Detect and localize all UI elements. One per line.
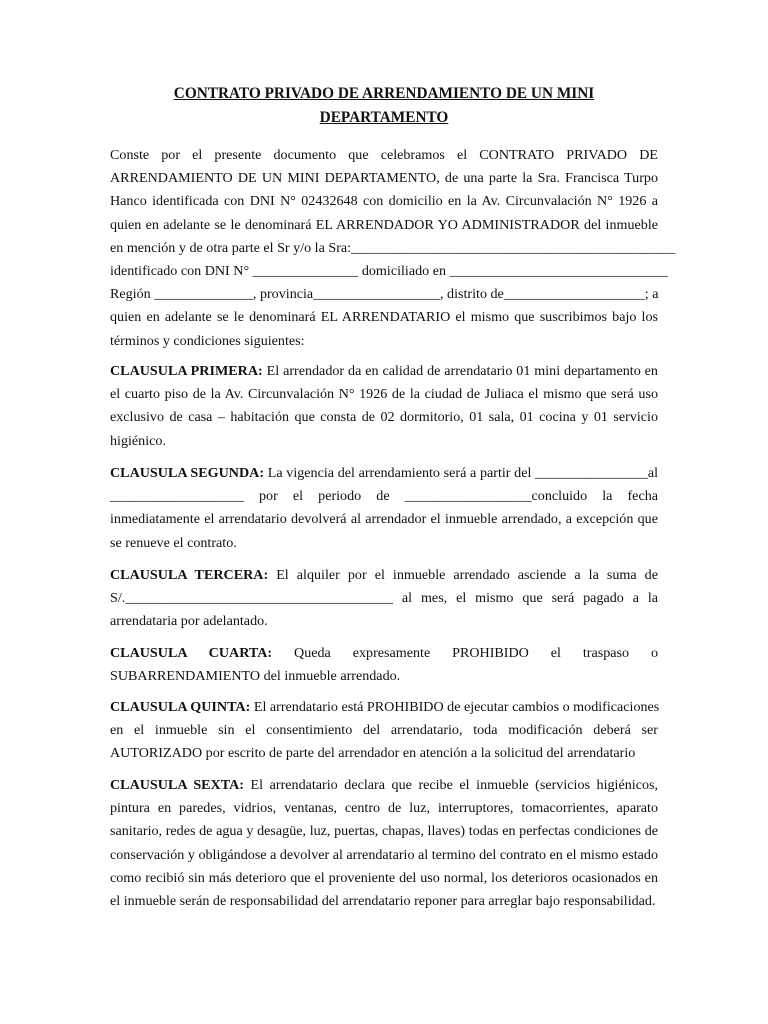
intro-line-2: ARRENDAMIENTO DE UN MINI DEPARTAMENTO, de una parte la Sra. Francisca Turpo bbox=[110, 170, 658, 187]
clause-segunda-heading: CLAUSULA SEGUNDA: bbox=[110, 465, 265, 481]
clause-tercera-line-3: arrendataria por adelantado. bbox=[110, 613, 268, 630]
clause-primera-line-2: el cuarto piso de la Av. Circunvalación N° 1926 de la ciudad de Juliaca el mismo que será uso bbox=[110, 386, 658, 403]
clause-sexta-line-3: sanitario, redes de agua y desagüe, luz, puertas, chapas, llaves) todas en perfectas condiciones de bbox=[110, 823, 658, 840]
clause-tercera bbox=[110, 564, 658, 634]
clause-primera-heading: CLAUSULA PRIMERA: bbox=[110, 363, 263, 379]
clause-segunda-line-2: ___________________ por el periodo de __________________concluido la fecha bbox=[110, 488, 658, 505]
intro-line-7: Región ______________, provincia__________________, distrito de____________________; a bbox=[110, 286, 659, 303]
clause-tercera-text-1: El alquiler por el inmueble arrendado asciende a la suma de bbox=[268, 567, 658, 583]
clause-cuarta-line-1 bbox=[110, 642, 658, 665]
clause-quinta-line-3: AUTORIZADO por escrito de parte del arrendador en atención a la solicitud del arrendatario bbox=[110, 745, 636, 762]
clause-cuarta-heading: CLAUSULA CUARTA: bbox=[110, 645, 273, 661]
clause-quinta-line-1 bbox=[110, 696, 658, 719]
clause-quinta-line-2: en el inmueble sin el consentimiento del arrendatario, toda modificación deberá ser bbox=[110, 722, 658, 739]
clause-segunda-line-4: se renueve el contrato. bbox=[110, 534, 237, 551]
intro-line-6: identificado con DNI N° _______________ domiciliado en _______________________________ bbox=[110, 263, 668, 280]
clause-segunda-line-3: inmediatamente el arrendatario devolverá al arrendador el inmueble arrendado, a excepción que bbox=[110, 511, 658, 528]
clause-cuarta-text-1: Queda expresamente PROHIBIDO el traspaso o bbox=[272, 645, 658, 661]
clause-tercera-heading: CLAUSULA TERCERA: bbox=[110, 567, 269, 583]
clause-cuarta-line-2: SUBARRENDAMIENTO del inmueble arrendado. bbox=[110, 668, 401, 685]
clause-segunda-text-1: La vigencia del arrendamiento será a partir del ________________al bbox=[264, 465, 658, 481]
clause-sexta-heading: CLAUSULA SEXTA: bbox=[110, 777, 244, 793]
clause-sexta-line-2: pintura en paredes, vidrios, ventanas, centro de luz, interruptores, tomacorrientes, aparato bbox=[110, 800, 658, 817]
clause-sexta-line-6: el inmueble serán de responsabilidad del arrendatario reponer para arreglar bajo responsabilidad. bbox=[110, 893, 656, 910]
clause-sexta-line-4: conservación y obligándose a devolver al arrendatario al termino del contrato en el mismo estado bbox=[110, 846, 658, 863]
intro-line-4: quien en adelante se le denominará EL ARRENDADOR YO ADMINISTRADOR del inmueble bbox=[110, 216, 658, 233]
clause-primera-line-4: higiénico. bbox=[110, 432, 166, 449]
clause-primera bbox=[110, 360, 658, 453]
clause-primera-line-1 bbox=[110, 360, 658, 383]
clause-quinta-heading: CLAUSULA QUINTA: bbox=[110, 699, 251, 715]
intro-line-8: quien en adelante se le denominará EL ARRENDATARIO el mismo que suscribimos bajo los bbox=[110, 309, 658, 326]
clause-tercera-line-2: S/.______________________________________ al mes, el mismo que será pagado a la bbox=[110, 590, 658, 607]
clause-quinta-text-1: El arrendatario está PROHIBIDO de ejecutar cambios o modificaciones bbox=[250, 699, 660, 715]
clause-sexta-line-5: como recibió sin más deterioro que el proveniente del uso normal, los deterioros ocasionados en bbox=[110, 869, 658, 886]
title-line-2: DEPARTAMENTO bbox=[319, 109, 449, 126]
intro-paragraph bbox=[110, 144, 676, 353]
clause-primera-line-3: exclusivo de casa – habitación que consta de 02 dormitorio, 01 sala, 01 cocina y 01 servicio bbox=[110, 409, 658, 426]
title-line-1: CONTRATO PRIVADO DE ARRENDAMIENTO DE UN MINI bbox=[173, 85, 595, 102]
clause-cuarta bbox=[110, 642, 658, 688]
intro-line-5: en mención y de otra parte el Sr y/o la Sra:______________________________________________ bbox=[110, 239, 676, 256]
clause-primera-text-1: El arrendador da en calidad de arrendatario 01 mini departamento en bbox=[262, 363, 658, 379]
clause-segunda-line-1 bbox=[110, 462, 658, 485]
document-title bbox=[110, 82, 658, 130]
intro-line-1: Conste por el presente documento que celebramos el CONTRATO PRIVADO DE bbox=[110, 147, 658, 163]
clause-sexta-line-1 bbox=[110, 774, 658, 797]
clause-tercera-line-1 bbox=[110, 564, 658, 587]
clause-segunda bbox=[110, 462, 658, 555]
clause-sexta-text-1: El arrendatario declara que recibe el inmueble (servicios higiénicos, bbox=[243, 777, 658, 793]
intro-line-9: términos y condiciones siguientes: bbox=[110, 332, 305, 349]
clause-quinta bbox=[110, 696, 658, 766]
intro-line-3: Hanco identificada con DNI N° 02432648 con domicilio en la Av. Circunvalación N° 1926 a bbox=[110, 193, 658, 210]
clause-sexta bbox=[110, 774, 658, 913]
